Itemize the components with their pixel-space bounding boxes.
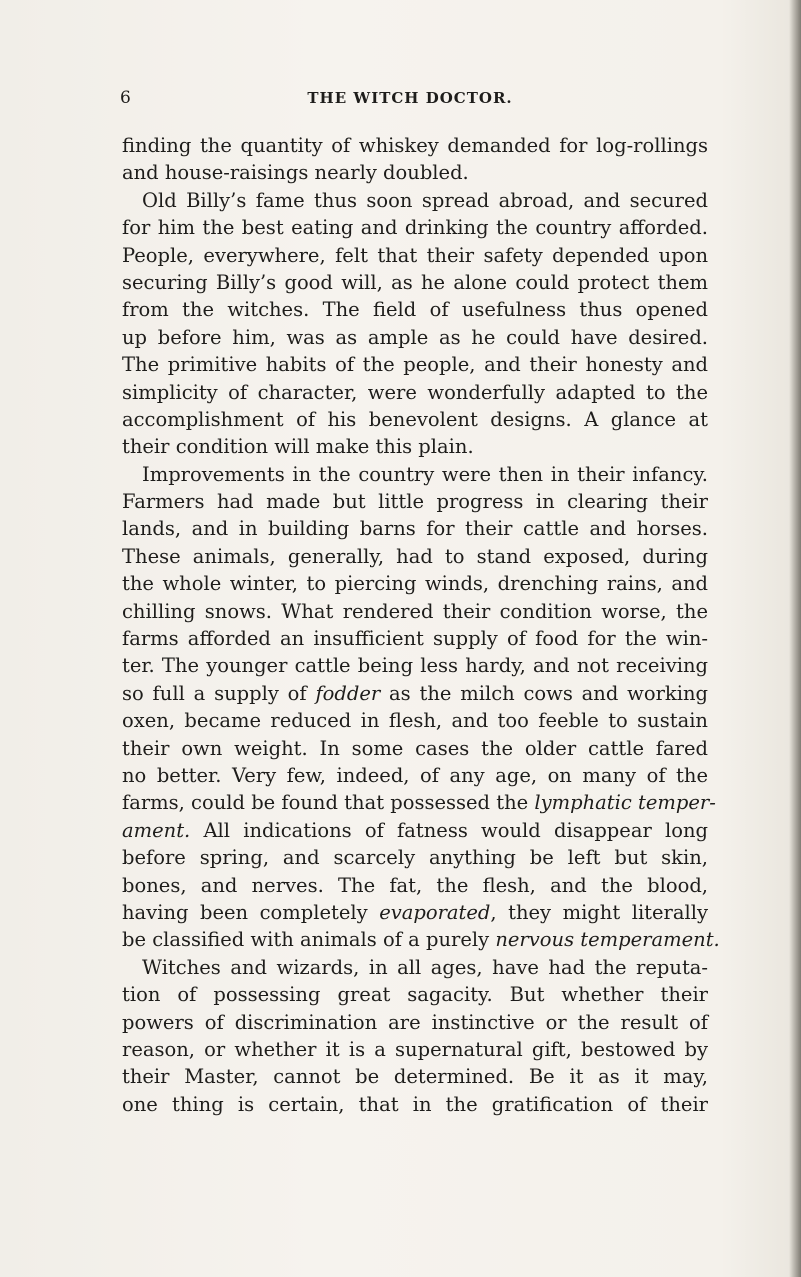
page-binding-edge	[789, 0, 801, 1277]
text-line: securing Billy’s good will, as he alone could protect them	[122, 270, 708, 294]
text-line: Improvements in the country were then in their infancy.	[142, 462, 708, 486]
text-line: farms, could be found that possessed the lymphatic temper-	[122, 791, 716, 815]
text-line: be classified with animals of a purely nervous temperament.	[122, 928, 720, 952]
text-line: The primitive habits of the people, and their honesty and	[122, 353, 708, 377]
italic-term: evaporated	[379, 900, 491, 924]
text-line: ter. The younger cattle being less hardy, and not receiving	[122, 654, 708, 678]
text-line: tion of possessing great sagacity. But whether their	[122, 983, 708, 1007]
text-line: ament. All indications of fatness would disappear long	[122, 818, 708, 842]
text-line: People, everywhere, felt that their safety depended upon	[122, 243, 708, 267]
text-line: chilling snows. What rendered their condition worse, the	[122, 599, 708, 623]
text-line: bones, and nerves. The fat, the flesh, and the blood,	[122, 873, 708, 897]
text-line: reason, or whether it is a supernatural gift, bestowed by	[122, 1037, 708, 1061]
text-line: accomplishment of his benevolent designs. A glance at	[122, 407, 708, 431]
text-line: no better. Very few, indeed, of any age, on many of the	[122, 763, 708, 787]
text-line: one thing is certain, that in the gratification of their	[122, 1092, 708, 1116]
text-line: simplicity of character, were wonderfully adapted to the	[122, 380, 708, 404]
text-line: Witches and wizards, in all ages, have had the reputa-	[142, 955, 708, 979]
text-line: oxen, became reduced in flesh, and too feeble to sustain	[122, 709, 708, 733]
text-line: their condition will make this plain.	[122, 435, 474, 459]
page-number: 6	[120, 88, 132, 108]
text-line: farms afforded an insufficient supply of food for the win-	[122, 627, 708, 651]
running-title: THE WITCH DOCTOR.	[307, 89, 513, 107]
text-line: having been completely evaporated, they might literally	[122, 900, 708, 924]
text-line: lands, and in building barns for their cattle and horses.	[122, 517, 708, 541]
text-line: their Master, cannot be determined. Be it as it may,	[122, 1065, 708, 1089]
italic-term: lymphatic temper-	[534, 791, 716, 815]
running-head	[0, 88, 801, 112]
text-line: so full a supply of fodder as the milch cows and working	[122, 681, 709, 705]
text-line: up before him, was as ample as he could have desired.	[122, 325, 708, 349]
italic-term: ament.	[122, 818, 191, 842]
italic-term: fodder	[315, 681, 381, 705]
body-text	[122, 132, 720, 1118]
text-line: Old Billy’s fame thus soon spread abroad, and secured	[142, 188, 708, 212]
text-line: their own weight. In some cases the older cattle fared	[122, 736, 708, 760]
text-line: for him the best eating and drinking the country afforded.	[122, 216, 708, 240]
italic-term: nervous temperament.	[495, 928, 720, 952]
text-line: These animals, generally, had to stand exposed, during	[122, 544, 708, 568]
text-line: before spring, and scarcely anything be left but skin,	[122, 846, 708, 870]
text-line: the whole winter, to piercing winds, drenching rains, and	[122, 572, 708, 596]
text-line: finding the quantity of whiskey demanded for log-rollings	[122, 134, 708, 157]
text-line: from the witches. The field of usefulness thus opened	[122, 298, 708, 322]
text-line: and house-raisings nearly doubled.	[122, 161, 469, 185]
text-line: Farmers had made but little progress in clearing their	[122, 490, 708, 514]
text-line: powers of discrimination are instinctive or the result of	[122, 1010, 708, 1034]
